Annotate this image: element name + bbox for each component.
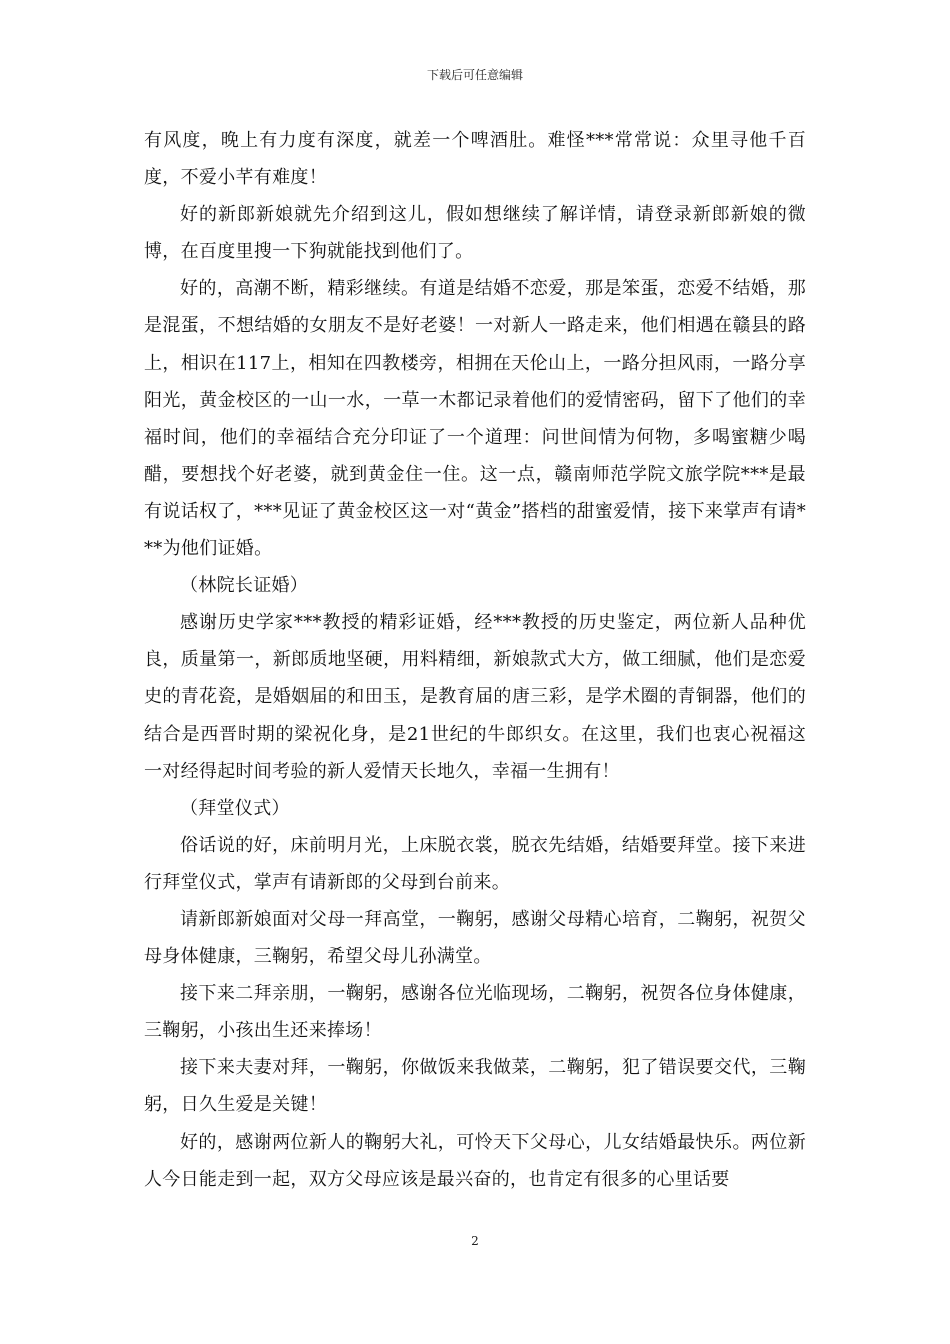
paragraph: 感谢历史学家***教授的精彩证婚，经***教授的历史鉴定，两位新人品种优良，质量第一，新郎质地坚硬，用料精细，新娘款式大方，做工细腻，他们是恋爱史的青花瓷，是婚姻届的和田玉，是教育届的唐三彩，是学术圈的青铜器，他们的结合是西晋时期的梁祝化身，是21世纪的牛郎织女。在这里，我们也衷心祝福这一对经得起时间考验的新人爱情天长地久，幸福一生拥有！ <box>144 612 806 782</box>
paragraph: 接下来夫妻对拜，一鞠躬，你做饭来我做菜，二鞠躬，犯了错误要交代，三鞠躬，日久生爱是关键！ <box>144 1057 806 1116</box>
paragraph: 好的，高潮不断，精彩继续。有道是结婚不恋爱，那是笨蛋，恋爱不结婚，那是混蛋，不想结婚的女朋友不是好老婆！一对新人一路走来，他们相遇在赣县的路上，相识在117上，相知在四教楼旁，相拥在天伦山上，一路分担风雨，一路分享阳光，黄金校区的一山一水，一草一木都记录着他们的爱情密码，留下了他们的幸福时间，他们的幸福结合充分印证了一个道理：问世间情为何物，多喝蜜糖少喝醋，要想找个好老婆，就到黄金住一住。这一点，赣南师范学院文旅学院***是最有说话权了，***见证了黄金校区这一对“黄金”搭档的甜蜜爱情，接下来掌声有请***为他们证婚。 <box>144 278 806 560</box>
section-note: （林院长证婚） <box>180 575 309 597</box>
page-header: 下载后可任意编辑 <box>426 68 523 82</box>
paragraph: 请新郎新娘面对父母一拜高堂，一鞠躬，感谢父母精心培育，二鞠躬，祝贺父母身体健康，三鞠躬，希望父母儿孙满堂。 <box>144 908 806 968</box>
paragraph: 接下来二拜亲朋，一鞠躬，感谢各位光临现场，二鞠躬，祝贺各位身体健康，三鞠躬，小孩出生还来捧场！ <box>144 983 806 1042</box>
paragraph: 有风度，晚上有力度有深度，就差一个啤酒肚。难怪***常常说：众里寻他千百度，不爱小芊有难度！ <box>144 130 806 189</box>
paragraph: 好的，感谢两位新人的鞠躬大礼，可怜天下父母心，儿女结婚最快乐。两位新人今日能走到一起，双方父母应该是最兴奋的，也肯定有很多的心里话要 <box>144 1131 806 1190</box>
section-note: （拜堂仪式） <box>180 797 290 819</box>
paragraph: 俗话说的好，床前明月光，上床脱衣裳，脱衣先结婚，结婚要拜堂。接下来进行拜堂仪式，掌声有请新郎的父母到台前来。 <box>144 834 806 893</box>
page-number: 2 <box>471 1234 479 1248</box>
document-body <box>144 122 806 1198</box>
paragraph: 好的新郎新娘就先介绍到这儿，假如想继续了解详情，请登录新郎新娘的微博，在百度里搜一下狗就能找到他们了。 <box>144 204 806 263</box>
